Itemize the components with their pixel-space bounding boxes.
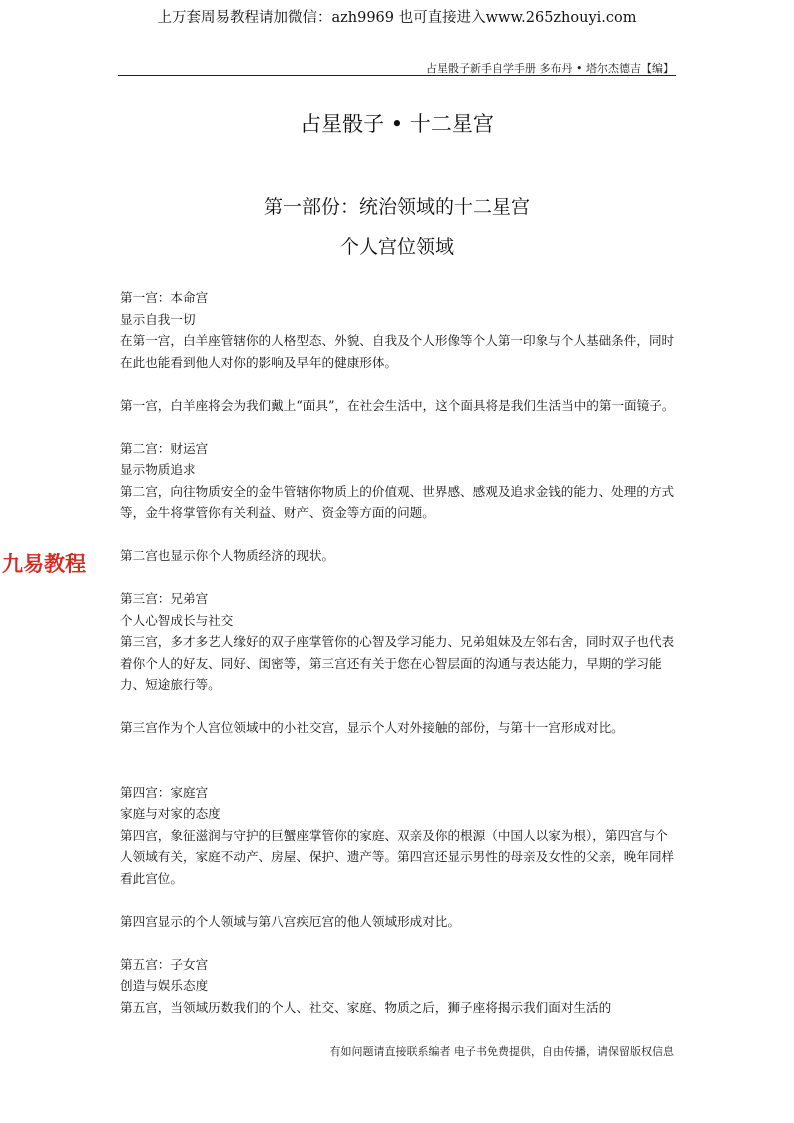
house-subtitle: 家庭与对家的态度 bbox=[120, 806, 221, 821]
house-paragraph: 第三宫，多才多艺人缘好的双子座掌管你的心智及学习能力、兄弟姐妹及左邻右舍，同时双子也代表着你个人的好友、同好、闺密等，第三宫还有关于您在心智层面的沟通与表达能力，早期的学习能力、短途旅行等。 bbox=[120, 634, 675, 692]
watermark-logo: 九易教程 bbox=[2, 552, 86, 576]
running-header: 占星骰子新手自学手册 多布丹 • 塔尔杰德吉【编】 bbox=[426, 62, 674, 75]
house-paragraph: 在第一宫，白羊座管辖你的人格型态、外貌、自我及个人形像等个人第一印象与个人基础条件，同时在此也能看到他人对你的影响及早年的健康形体。 bbox=[120, 333, 675, 370]
house-paragraph: 第四宫，象征滋润与守护的巨蟹座掌管你的家庭、双亲及你的根源（中国人以家为根），第四宫与个人领域有关，家庭不动产、房屋、保护、遗产等。第四宫还显示男性的母亲及女性的父亲，晚年同样看此宫位。 bbox=[120, 827, 675, 886]
house-heading: 第五宫：子女宫 bbox=[120, 956, 209, 972]
footer-note: 有如问题请直接联系编者 电子书免费提供，自由传播，请保留版权信息 bbox=[329, 1045, 674, 1058]
house-paragraph: 第五宫，当领域历数我们的个人、社交、家庭、物质之后，狮子座将揭示我们面对生活的 bbox=[120, 999, 612, 1015]
house-heading: 第二宫：财运宫 bbox=[120, 440, 209, 456]
house-heading: 第一宫：本命宫 bbox=[120, 290, 209, 305]
section-title: 个人宫位领域 bbox=[339, 236, 454, 258]
house-subtitle: 创造与娱乐态度 bbox=[120, 978, 209, 993]
house-paragraph: 第二宫，向往物质安全的金牛管辖你物质上的价值观、世界感、感观及追求金钱的能力、处理的方式等，金牛将掌管你有关利益、财产、资金等方面的问题。 bbox=[120, 483, 675, 520]
house-paragraph: 第一宫，白羊座将会为我们戴上“面具”，在社会生活中，这个面具将是我们生活当中的第一面镜子。 bbox=[120, 397, 675, 413]
part-title: 第一部份：统治领域的十二星宫 bbox=[263, 196, 530, 218]
house-paragraph: 第四宫显示的个人领域与第八宫疾厄宫的他人领域形成对比。 bbox=[120, 913, 461, 929]
top-banner: 上万套周易教程请加微信：azh9969 也可直接进入www.265zhouyi.com bbox=[157, 10, 637, 26]
body-content bbox=[120, 287, 680, 1018]
house-subtitle: 显示自我一切 bbox=[120, 311, 196, 327]
house-heading: 第四宫：家庭宫 bbox=[120, 784, 209, 800]
document-title: 占星骰子 • 十二星宫 bbox=[300, 112, 494, 136]
house-heading: 第三宫：兄弟宫 bbox=[120, 591, 209, 606]
house-subtitle: 显示物质追求 bbox=[120, 462, 196, 477]
house-subtitle: 个人心智成长与社交 bbox=[120, 612, 234, 628]
house-paragraph: 第三宫作为个人宫位领域中的小社交宫，显示个人对外接触的部份，与第十一宫形成对比。 bbox=[120, 720, 624, 735]
header-divider bbox=[118, 75, 676, 76]
house-paragraph: 第二宫也显示你个人物质经济的现状。 bbox=[120, 548, 335, 563]
